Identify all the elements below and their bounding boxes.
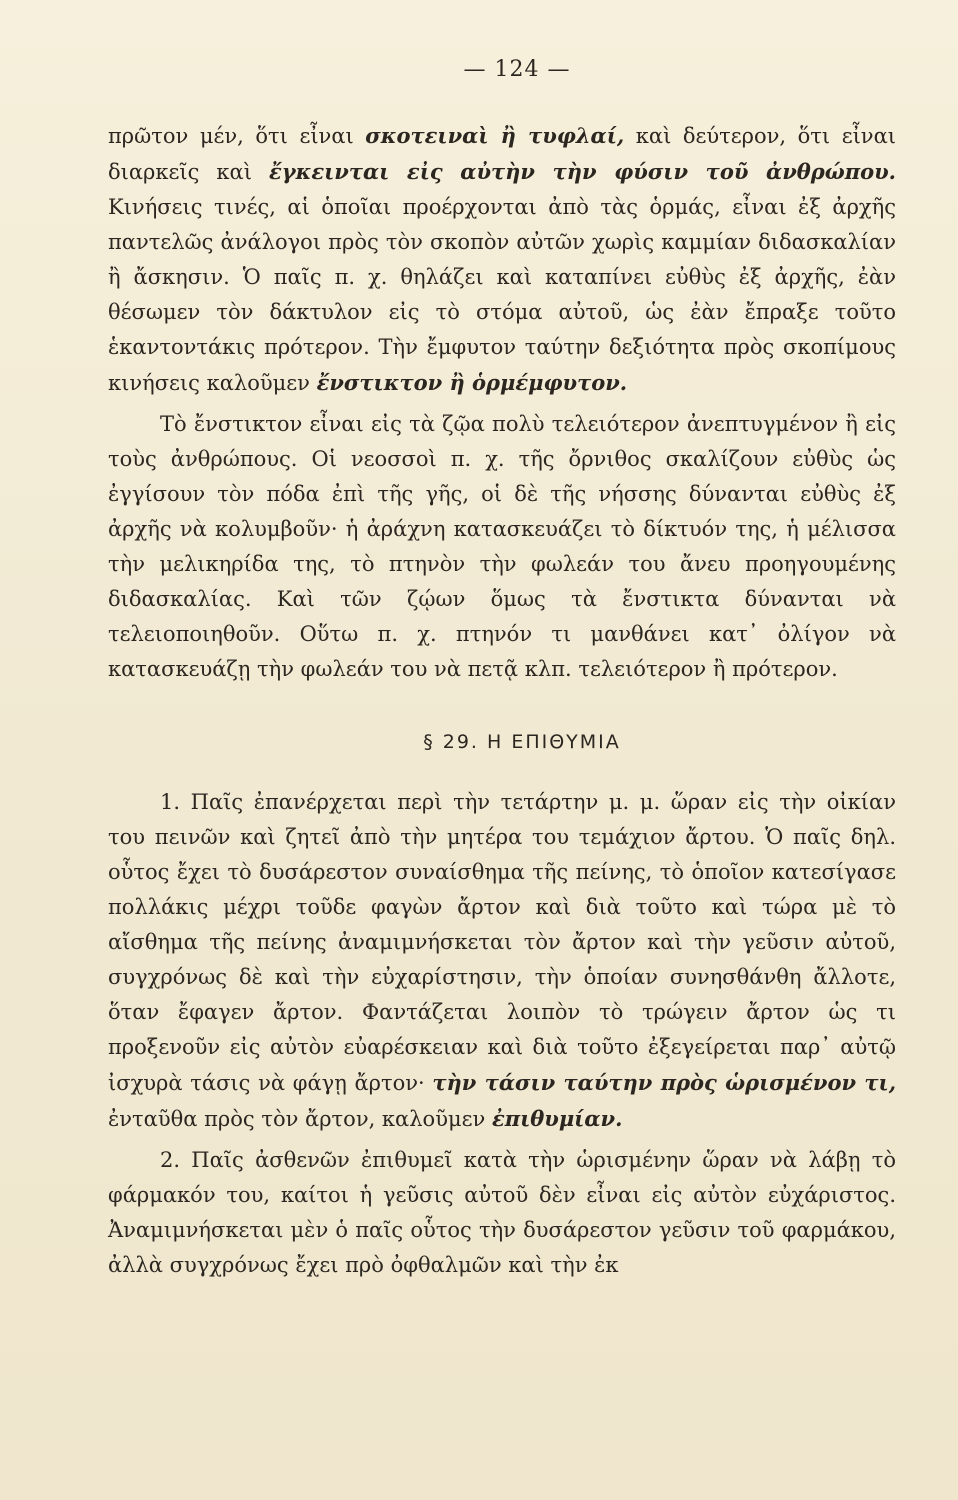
paragraph-text: ἐνταῦθα πρὸς τὸν ἄρτον, καλοῦμεν	[108, 1107, 492, 1131]
paragraph-desire-example-2: 2. Παῖς ἀσθενῶν ἐπιθυμεῖ κατὰ τὴν ὡρισμένην ὥραν νὰ λάβῃ τὸ φάρμακόν του, καίτοι ἡ γεῦσις αὐτοῦ δὲν εἶναι εἰς αὐτὸν εὐχάριστος. Ἀναμιμνήσκεται μὲν ὁ παῖς οὗτος τὴν δυσάρεστον γεῦσιν τοῦ φαρμάκου, ἀλλὰ συγχρόνως ἔχει πρὸ ὀφθαλμῶν καὶ τὴν ἐκ	[108, 1148, 896, 1277]
section-heading: § 29. Η ΕΠΙΘΥΜΙΑ	[423, 731, 621, 753]
emphasis-text: ἐπιθυμίαν.	[491, 1106, 623, 1131]
emphasis-text: ἔνστικτον ἢ ὁρμέμφυτον.	[316, 370, 628, 395]
emphasis-text: τὴν τάσιν ταύτην πρὸς ὡρισμένον τι,	[432, 1070, 896, 1095]
emphasis-text: σκοτειναὶ ἢ τυφλαί,	[365, 123, 625, 148]
paragraph-text: πρῶτον μέν, ὅτι εἶναι	[108, 124, 366, 148]
paragraph-text: 1. Παῖς ἐπανέρχεται περὶ τὴν τετάρτην μ. μ. ὥραν εἰς τὴν οἰκίαν του πεινῶν καὶ ζητεῖ ἀπὸ τὴν μητέρα του τεμάχιον ἄρτου. Ὁ παῖς δηλ. οὗτος ἔχει τὸ δυσάρεστον συναίσθημα τῆς πείνης, τὸ ὁποῖον κατεσίγασε πολλάκις μέχρι τοῦδε φαγὼν ἄρτον καὶ διὰ τοῦτο καὶ τώρα μὲ τὸ αἴσθημα τῆς πείνης ἀναμιμνήσκεται τὸν ἄρτον καὶ τὴν γεῦσιν αὐτοῦ, συγχρόνως δὲ καὶ τὴν εὐχαρίστησιν, τὴν ὁποίαν συνησθάνθη ἄλλοτε, ὅταν ἔφαγεν ἄρτον. Φαντάζεται λοιπὸν τὸ τρώγειν ἄρτον ὡς τι προξενοῦν εἰς αὐτὸν εὐαρέσκειαν καὶ διὰ τοῦτο ἐξεγείρεται παρ᾿ αὐτῷ ἰσχυρὰ τάσις νὰ φάγῃ ἄρτον·	[108, 790, 896, 1095]
paragraph-instinct-definition	[108, 118, 896, 401]
paragraph-text: Κινήσεις τινές, αἱ ὁποῖαι προέρχονται ἀπὸ τὰς ὁρμάς, εἶναι ἐξ ἀρχῆς παντελῶς ἀνάλογοι πρὸς τὸν σκοπὸν αὐτῶν χωρὶς καμμίαν διδασκαλίαν ἢ ἄσκησιν. Ὁ παῖς π. χ. θηλάζει καὶ καταπίνει εὐθὺς ἐξ ἀρχῆς, ἐὰν θέσωμεν τὸν δάκτυλον εἰς τὸ στόμα αὐτοῦ, ὡς ἐὰν ἔπραξε τοῦτο ἑκαντοντάκις πρότερον. Τὴν ἔμφυτον ταύτην δεξιότητα πρὸς σκοπίμους κινήσεις καλοῦμεν	[108, 195, 896, 395]
paragraph-text: καὶ δεύτερον, ὅτι εἶναι διαρκεῖς καὶ	[108, 124, 896, 184]
emphasis-text: ἔγκεινται εἰς αὐτὴν τὴν φύσιν τοῦ ἀνθρώπου.	[268, 159, 896, 184]
paragraph-desire-example-1	[108, 785, 896, 1137]
paragraph-animal-instinct: Τὸ ἔνστικτον εἶναι εἰς τὰ ζῷα πολὺ τελειότερον ἀνεπτυγμένον ἢ εἰς τοὺς ἀνθρώπους. Οἱ νεοσσοὶ π. χ. τῆς ὄρνιθος σκαλίζουν εὐθὺς ὡς ἐγγίσουν τὸν πόδα ἐπὶ τῆς γῆς, οἱ δὲ τῆς νήσσης δύνανται εὐθὺς ἐξ ἀρχῆς νὰ κολυμβοῦν· ἡ ἀράχνη κατασκευάζει τὸ δίκτυόν της, ἡ μέλισσα τὴν μελικηρίδα της, τὸ πτηνὸν τὴν φωλεάν του ἄνευ προηγουμένης διδασκαλίας. Καὶ τῶν ζῴων ὅμως τὰ ἔνστικτα δύνανται νὰ τελειοποιηθοῦν. Οὕτω π. χ. πτηνόν τι μανθάνει κατ᾿ ὀλίγον νὰ κατασκευάζῃ τὴν φωλεάν του νὰ πετᾷ κλπ. τελειότερον ἢ πρότερον.	[108, 412, 896, 681]
page-number: — 124 —	[463, 57, 571, 82]
